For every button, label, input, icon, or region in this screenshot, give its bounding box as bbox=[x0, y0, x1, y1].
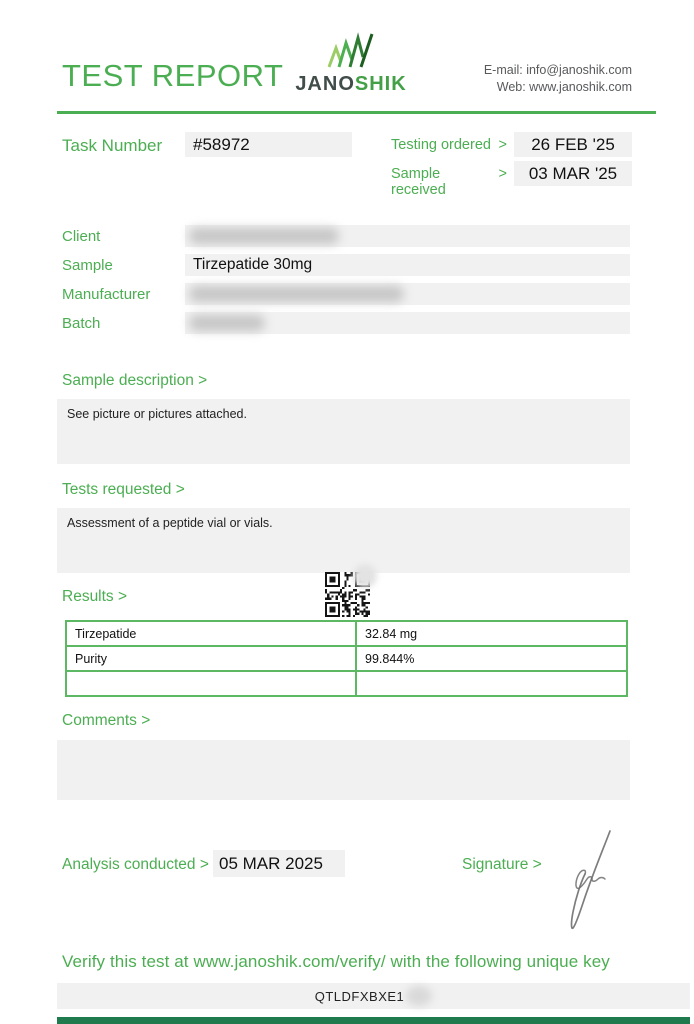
testing-ordered-label: Testing ordered bbox=[391, 137, 491, 153]
manufacturer-label: Manufacturer bbox=[62, 286, 151, 303]
signature-image bbox=[548, 825, 620, 937]
client-value-box bbox=[185, 225, 630, 247]
brand-logo bbox=[291, 31, 411, 94]
comments-heading: Comments > bbox=[62, 712, 151, 729]
sample-received-row bbox=[391, 166, 507, 198]
analysis-date: 05 MAR 2025 bbox=[219, 854, 323, 873]
unique-key-value: QTLDFXBXE1 bbox=[314, 988, 405, 1004]
task-number-label: Task Number bbox=[62, 136, 163, 155]
testing-ordered-chevron-icon: > bbox=[498, 137, 507, 153]
batch-redaction bbox=[189, 315, 265, 331]
unique-key-bar bbox=[57, 983, 690, 1009]
tests-requested-box bbox=[57, 508, 630, 573]
sample-description-box bbox=[57, 399, 630, 464]
sample-value-box bbox=[185, 254, 630, 276]
tests-requested-text: Assessment of a peptide vial or vials. bbox=[67, 516, 273, 530]
chart-logo-icon bbox=[325, 31, 377, 69]
table-row bbox=[66, 621, 627, 646]
sample-received-date: 03 MAR '25 bbox=[528, 164, 618, 183]
sample-received-chevron-icon: > bbox=[498, 166, 507, 182]
batch-label: Batch bbox=[62, 315, 101, 332]
result-value-cell bbox=[356, 671, 627, 696]
header-divider bbox=[57, 111, 656, 114]
task-number-box bbox=[185, 132, 352, 157]
signature-label: Signature > bbox=[462, 856, 542, 873]
comments-text bbox=[57, 740, 630, 748]
result-value-cell: 32.84 mg bbox=[356, 621, 627, 646]
bottom-accent-bar bbox=[57, 1017, 690, 1024]
manufacturer-value-box bbox=[185, 283, 630, 305]
qr-code-redaction bbox=[353, 564, 377, 588]
page-title: TEST REPORT bbox=[62, 58, 284, 93]
contact-block bbox=[484, 62, 632, 96]
result-analyte-cell: Tirzepatide bbox=[66, 621, 356, 646]
qr-code bbox=[325, 572, 370, 617]
contact-web: Web: www.janoshik.com bbox=[496, 80, 632, 94]
contact-email: E-mail: info@janoshik.com bbox=[483, 63, 632, 77]
sample-received-box bbox=[514, 161, 632, 186]
analysis-date-box bbox=[213, 850, 345, 877]
testing-ordered-date: 26 FEB '25 bbox=[531, 135, 615, 154]
result-value-cell: 99.844% bbox=[356, 646, 627, 671]
brand-name-right: SHIK bbox=[354, 73, 407, 95]
comments-box bbox=[57, 740, 630, 800]
tests-requested-heading: Tests requested > bbox=[62, 481, 185, 498]
client-label: Client bbox=[62, 228, 101, 245]
results-table bbox=[65, 620, 628, 697]
sample-value: Tirzepatide 30mg bbox=[193, 256, 313, 273]
sample-received-label: Sample received bbox=[391, 166, 446, 198]
results-heading: Results > bbox=[62, 588, 128, 605]
brand-name-left: JANO bbox=[295, 73, 355, 95]
result-analyte-cell bbox=[66, 671, 356, 696]
client-redaction bbox=[189, 228, 339, 244]
verify-text: Verify this test at www.janoshik.com/verify/ with the following unique key bbox=[62, 952, 610, 971]
sample-description-text: See picture or pictures attached. bbox=[67, 407, 247, 421]
table-row bbox=[66, 646, 627, 671]
testing-ordered-row bbox=[391, 137, 507, 153]
result-analyte-cell: Purity bbox=[66, 646, 356, 671]
analysis-conducted-label: Analysis conducted > bbox=[62, 856, 209, 873]
task-number-value: #58972 bbox=[193, 135, 250, 154]
sample-label: Sample bbox=[62, 257, 113, 274]
testing-ordered-box bbox=[514, 132, 632, 157]
manufacturer-redaction bbox=[189, 286, 404, 302]
brand-name bbox=[291, 74, 411, 94]
sample-description-heading: Sample description > bbox=[62, 372, 208, 389]
table-row bbox=[66, 671, 627, 696]
unique-key-redaction bbox=[406, 986, 432, 1006]
batch-value-box bbox=[185, 312, 630, 334]
